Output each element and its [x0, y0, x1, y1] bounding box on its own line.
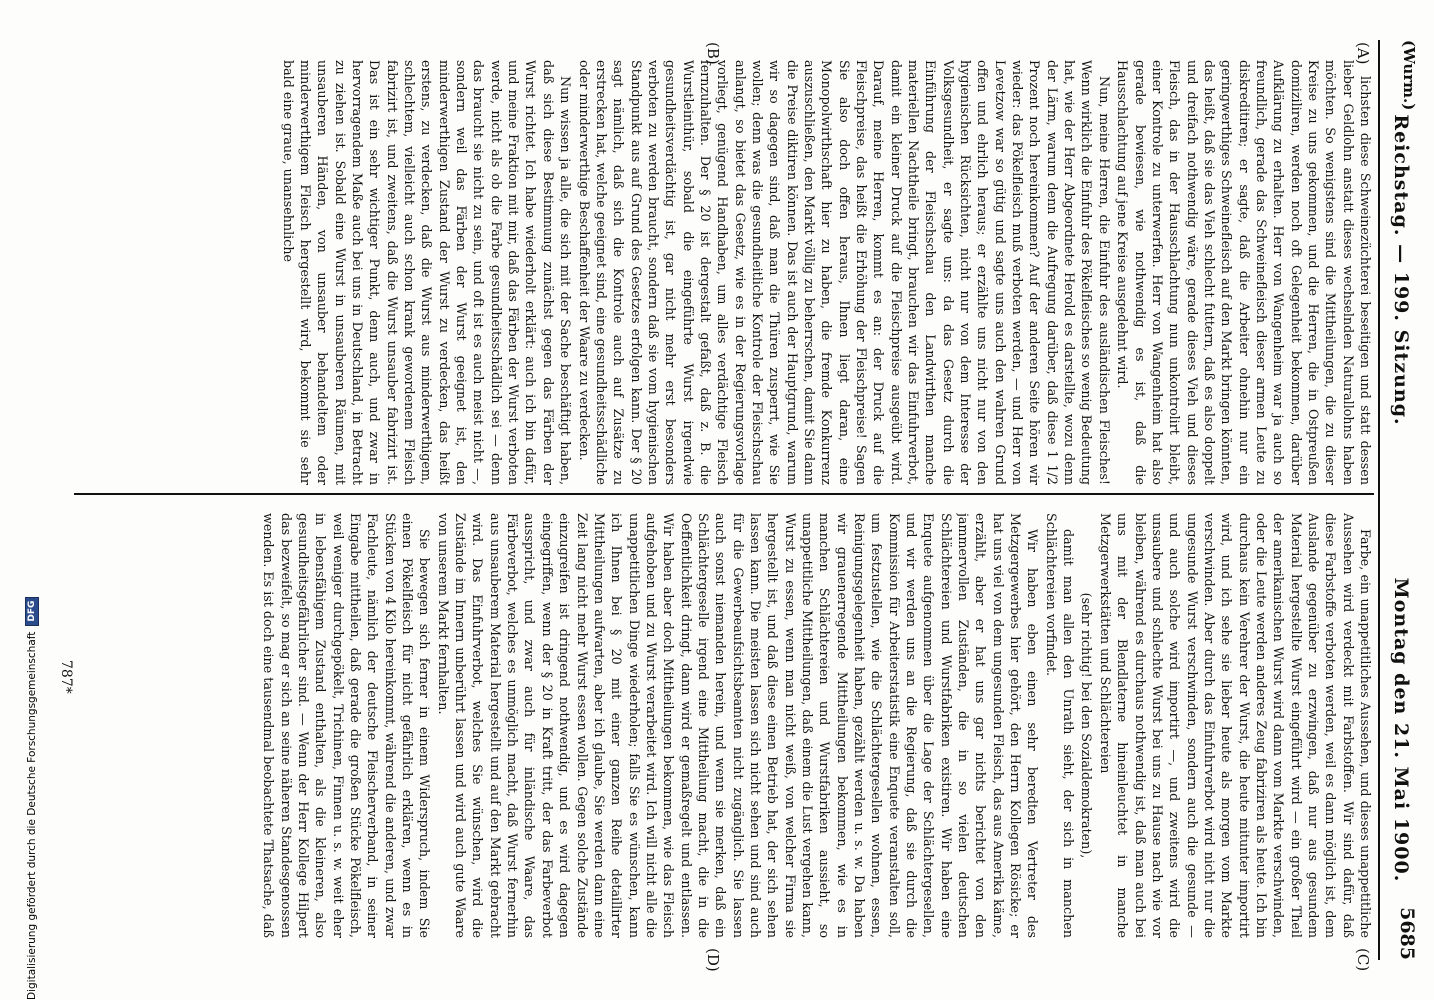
header-rule — [1378, 40, 1380, 960]
margin-marker-a: (A) — [1354, 42, 1372, 65]
header-left-title: Reichstag. — 199. Sitzung. — [1390, 114, 1412, 426]
sheet-number: 787* — [58, 660, 74, 694]
digitization-credit — [22, 0, 42, 1000]
page-header — [1376, 40, 1426, 960]
margin-marker-b: (B) — [704, 42, 722, 65]
column-divider — [74, 493, 1374, 495]
margin-marker-d: (D) — [704, 948, 722, 972]
header-right-title: Montag den 21. Mai 1900. — [1390, 577, 1412, 883]
paragraph: Farbe, ein unappetitliches Aussehen, und dieses unappetitliche Aussehen wird verdeckt mit Farbstoffen. Wir sind dafür, daß diese Farbstoffe verboten werden, weil es dann möglich ist, dem Auslande gegenüber zu erzwingen, daß nur aus gesundem Material hergestellte Wurst eingeführt wird — ein großer Theil der amerikanischen Wurst wird dann vom Markte verschwinden, oder die Leute werden anderes Zeug fabriziren als heute. Ich bin durchaus kein Verehrer der Wurst, die heute mitunter importirt wird, und ich sehe sie lieber heute als morgen vom Markte verschwinden. Aber durch das Einfuhrverbot wird nicht nur die ungesunde Wurst verschwinden, sondern auch die gesunde — und auch solche wird importirt —, und zweitens wird die unsaubere und schlechte Wurst bei uns zu Hause nach wie vor bleiben, während es durchaus nothwendig ist, daß man auch bei uns mit der Blendlaterne hineinleuchtet in manche Metzgerwerkstätten und Schlächtereien — [1097, 513, 1373, 938]
dfg-logo: DFG — [25, 597, 39, 626]
interjection: (sehr richtig! bei den Sozialdemokraten), — [1079, 592, 1095, 859]
paragraph: damit man allen den Unrath sieht, der sich in manchen Schlächtereien vorfindet. — [1043, 513, 1077, 938]
paragraph: Nun wissen ja alle, die sich mit der Sache beschäftigt haben, daß sich diese Bestimmung zunächst gegen das Färben der Wurst richtet. Ich habe wiederholt erklärt: auch ich bin dafür, und meine Fraktion mit mir, daß das Färben der Wurst verboten werde, nicht als ob die Farbe gesundheitsschädlich sei — denn das braucht sie nicht zu sein, und oft ist es auch meist nicht —, sondern weil das Färben der Wurst geeignet ist, den minderwerthigen Zustand der Wurst zu verdecken, das heißt erstens, zu verdecken, daß die Wurst aus minderwerthigem, schlechtem, vielleicht auch schon krank gewordenem Fleisch fabrizirt ist, und zweitens, daß die Wurst unsauber fabrizirt ist. Das ist ein sehr wichtiger Punkt, denn auch, und zwar in hervorragendem Maße auch bei uns in Deutschland, in Betracht zu ziehen ist. Sobald eine Wurst in unsauberen Räumen, mit unsauberen Händen, von unsauber behandeltem oder minderwerthigem Fleisch hergestellt wird, bekommt sie sehr bald eine graue, unansehnliche — [280, 60, 574, 485]
page-number: 5685 — [1396, 907, 1418, 960]
credit-text: Digitalisierung gefördert durch die Deutsche Forschungsgemeinschaft — [26, 631, 38, 1000]
left-text-column — [74, 60, 1374, 485]
margin-marker-c: (C) — [1354, 948, 1372, 972]
paragraph: Wir haben eben einen sehr beredten Vertreter des Metzgergewerbes hier gehört, den Herrn Kollegen Rösicke; er hat uns viel von dem ungesunden Fleisch, das aus Amerika käme, erzählt, aber er hat uns gar nichts berichtet von den jammervollen Zuständen, die in so vielen deutschen Schlächtereien und Wurstfabriken existiren. Wir haben eine Enquete aufgenommen über die Lage der Schlächtergesellen, und wir werden uns an die Regierung, daß sie durch die Kommission für Arbeiterstatistik eine Enquete veranstalten soll, um festzustellen, wie die Schlächtergesellen wohnen, essen, Reinigungsgelegenheit haben, gezählt werden u. s. w. Da haben wir grauenerregende Mittheilungen bekommen, wie es in manchen Schlächtereien und Wurstfabriken aussieht, so unappetitliche Mittheilungen, daß einem die Lust vergehen kann, Wurst zu essen, wenn man nicht weiß, von welcher Firma sie hergestellt ist, und daß diese einen Betrieb hat, der sich sehen lassen kann. Die meisten lassen sich nicht sehen und sind auch für die Gewerbeaufsichtsbeamten nicht zugänglich. Sie lassen auch sonst niemanden herein, und wenn sie merken, daß ein Schlächtergeselle irgend eine Mittheilung macht, die in die Oeffentlichkeit dringt, dann wird er gemaßregelt und entlassen. Wir haben aber doch Mittheilungen bekommen, wie das Fleisch aufgehoben und zu Wurst verarbeitet wird. Ich will nicht alle die unappetitlichen Dinge wiederholen; falls Sie es wünschen, kann ich Ihnen bei § 20 mit einer ganzen Reihe detaillirter Mittheilungen aufwarten, aber ich glaube, Sie werden dann eine Zeit lang nicht mehr Wurst essen wollen. Gegen solche Zustände einzugreifen ist dringend nothwendig, und es wird dagegen eingegriffen, wenn der § 20 in Kraft tritt, der das Farbeverbot ausspricht, und zwar auch für inländische Waare, das Färbeverbot, welches es unmöglich macht, daß Wurst fernerhin aus unsauberem Material hergestellt und auf den Markt gebracht wird. Das Einfuhrverbot, welches Sie wünschen, wird die Zustände im Innern unberührt lassen und wird auch gute Waare von unserem Markt fernhalten. — [435, 513, 1041, 938]
speaker-label: (Wurm.) — [1400, 40, 1418, 111]
paragraph: lichsten diese Schweinezüchterei beseitigen und statt dessen lieber Geldlohn anstatt dieses wechselnden Naturallohns haben möchten. So wenigstens sind die Mittheilungen, die zu dieser Kreise zu uns gekommen, und die Herren, die in Ostpreußen domiziliren, werden noch oft Gelegenheit bekommen, darüber Aufklärung zu erhalten. Herr von Wangenheim war ja auch so freundlich, gerade das Schweinefleisch dieser armen Leute zu diskreditiren; er sagte, daß die Arbeiter ohnehin nur ein geringwerthiges Schweinefleisch auf den Markt bringen könnten, das heißt, daß sie das Vieh schlecht futtern, daß es also doppelt und dreifach nothwendig wäre, gerade dieses Vieh und dieses Fleisch, das in der Hausschlachtung nun unkontrolirt bleibt, einer Kontrole zu unterwerfen. Herr von Wangenheim hat also gerade bewiesen, wie nothwendig es ist, daß die Hausschlachtung auf jene Kreise ausgedehnt wird. — [1115, 60, 1373, 485]
paragraph: Sie bewegen sich ferner in einem Widerspruch, indem Sie einen Pökelfleisch für nicht gefährlich erklären, wenn es in Stücken von 4 Kilo hereinkommt, während die anderen, und zwar Fachleute, nämlich der deutsche Fleischerverband, in seiner Eingabe mittheilen, daß gerade die großen Stücke Pökelfleisch, weil weniger durchgepökelt, Trichinen, Finnen u. s. w. weit eher in lebensfähigem Zustand enthalten, als die kleineren, also gesundheitsgefährlicher sind. — Wenn der Herr Kollege Hilpert das bezweifelt, so mag er sich an seine näheren Standesgenossen wenden. Es ist doch eine tausendmal beobachtete Thatsache, daß — [261, 513, 433, 938]
paragraph: Nun, meine Herren, die Einfuhr des ausländischen Fleisches! Wenn wirklich die Einfuhr des Pökelfleisches so wenig Bedeutung hat, wie der Herr Abgeordnete Herold es darstellte, wozu denn der Lärm, warum denn die Aufregung darüber, daß diese 1 1/2 Prozent noch hereinkommen? Auf der anderen Seite hören wir wieder: das Pökelfleisch muß verboten werden, — und Herr von Levetzow war so gütig und sagte uns auch den wahren Grund offen und ehrlich heraus; er erzählte uns nicht nur von den hygienischen Rücksichten, nicht nur von dem Interesse der Volksgesundheit, er sagte uns: da das Gesetz durch die Einführung der Fleischschau den Landwirthen manche materiellen Nachtheile bringt, brauchen wir das Einfuhrverbot, damit ein kleiner Druck auf die Fleischpreise ausgeübt wird. Darauf, meine Herren, kommt es an: der Druck auf die Fleischpreise, das heißt die Erhöhung der Fleischpreise! Sagen Sie also doch offen heraus, Ihnen liegt daran, eine Monopolwirthschaft hier zu haben, die fremde Konkurrenz auszuschließen, den Markt völlig zu beherrschen, damit Sie dann die Preise diktiren können. Das ist auch der Hauptgrund, warum wir so dagegen sind, daß man die Thüren zusperrt, wie Sie wollen; denn was die gesundheitliche Kontrole der Fleischschau anlangt, so bietet das Gesetz, wie es in der Regierungsvorlage vorliegt, genügend Handhaben, um alles verdächtige Fleisch fernzuhalten. Der § 20 ist dergestalt gefaßt, daß z. B. die Wurstleinthür, sobald die eingeführte Wurst irgendwie gesundheitsverdächtig ist, gar nicht mehr erst besonders verboten zu werden braucht, sondern daß sie vom hygienischen Standpunkt aus auf Grund des Gesetzes erfolgen kann. Der § 20 sagt nämlich, daß sich die Kontrole auch auf Zusätze zu erstrecken hat, welche geeignet sind, eine gesundheitsschädliche oder minderwerthige Beschaffenheit der Waare zu verdecken. — [576, 60, 1112, 485]
right-text-column — [74, 513, 1374, 938]
